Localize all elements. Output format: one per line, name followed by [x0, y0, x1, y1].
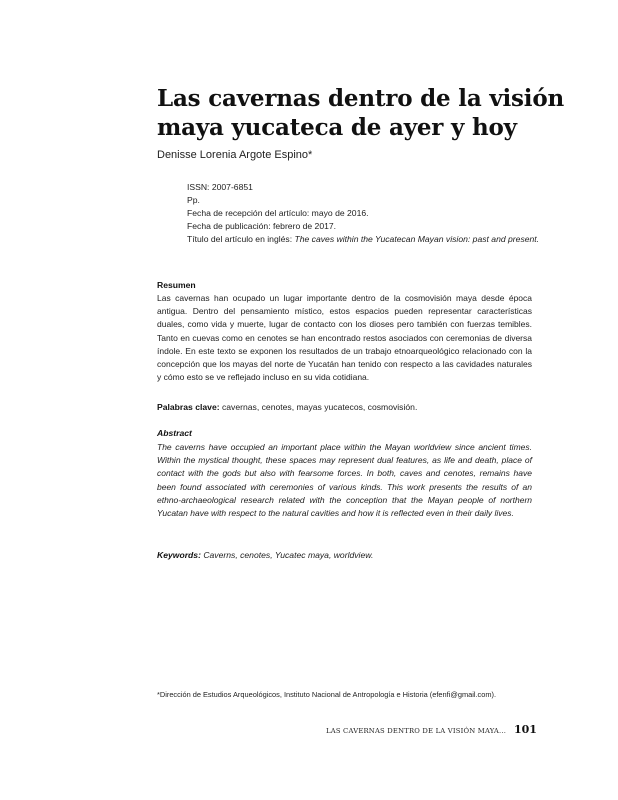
keywords-value: Caverns, cenotes, Yucatec maya, worldview.: [200, 550, 374, 560]
pages: Pp.: [187, 195, 200, 205]
resumen-text: Las cavernas han ocupado un lugar importante dentro de la cosmovisión maya desde época antigua. Dentro del pensamiento místico, estos espacios pueden representar características duales, como vida y muerte, lugar de contacto con los dioses pero también con fuerzas temibles. Tanto en cuevas como en cenotes se han encontrado restos asociados con ceremonias de diversa índole. En este texto se exponen los resultados de un trabajo etnoarqueológico relacionado con la concepción que los mayas del norte de Yucatán han tenido con respecto a las cavidades naturales y cómo esto se ve reflejado incluso en su vida cotidiana.: [157, 293, 532, 383]
received-date: Fecha de recepción del artículo: mayo de 2016.: [187, 208, 369, 218]
author-footnote: *Dirección de Estudios Arqueológicos, Instituto Nacional de Antropología e Historia (efenfi@gmail.com).: [157, 690, 497, 699]
article-title: [157, 84, 577, 142]
running-head: LAS CAVERNAS DENTRO DE LA VISIÓN MAYA...: [326, 727, 507, 735]
page-number: 101: [514, 723, 537, 736]
english-title-label: Título del artículo en inglés:: [187, 234, 295, 244]
abstract-heading: Abstract: [157, 428, 192, 438]
issn: ISSN: 2007-6851: [187, 182, 253, 192]
abstract-text: The caverns have occupied an important place within the Mayan worldview since ancient times. Within the mystical thought, these spaces may represent dual features, as life and death, place of contact with the gods but also with fearsome forces. In both, caves and cenotes, remains have been found associated with ceremonies of various kinds. This work presents the results of an ethno-archaeological research related with the conception that the Mayan people of northern Yucatan have with respect to the natural cavities and how it is reflected even in their daily lives.: [157, 442, 532, 519]
palabras-clave-value: cavernas, cenotes, mayas yucatecos, cosmovisión.: [219, 402, 418, 412]
resumen-heading: Resumen: [157, 280, 196, 290]
english-title-text: The caves within the Yucatecan Mayan vision: past and present.: [294, 234, 540, 244]
article-title-line-2: maya yucateca de ayer y hoy: [157, 114, 517, 141]
article-metadata: [187, 181, 557, 246]
english-title: [187, 233, 557, 246]
palabras-clave-label: Palabras clave:: [157, 402, 220, 412]
author-name: Denisse Lorenia Argote Espino*: [157, 149, 313, 161]
article-title-line-1: Las cavernas dentro de la visión: [157, 85, 564, 112]
published-date: Fecha de publicación: febrero de 2017.: [187, 221, 337, 231]
keywords: [157, 550, 532, 560]
keywords-label: Keywords:: [157, 550, 201, 560]
palabras-clave: [157, 402, 532, 412]
